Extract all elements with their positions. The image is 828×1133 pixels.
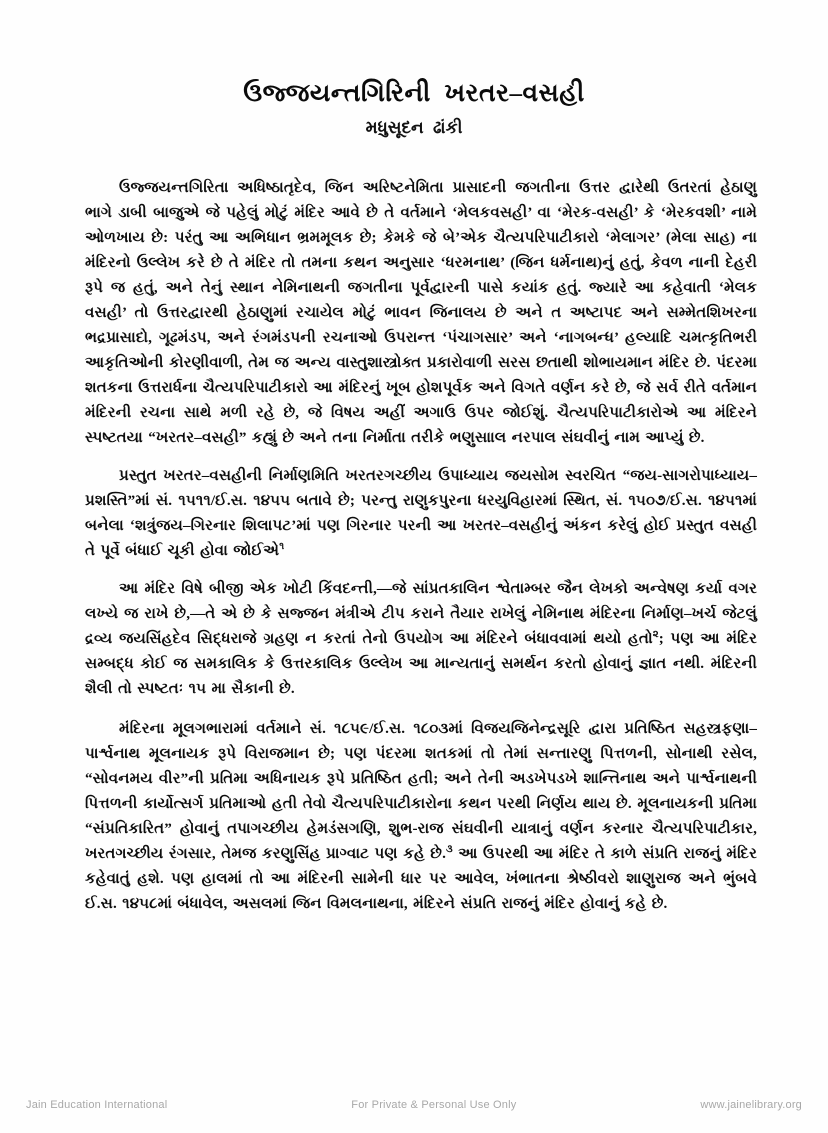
paragraph-4-text: મંદિરના મૂલગભારામાં વર્તમાને સં. ૧૮૫૯/ઈ.સ. ૧૮૦૩માં વિજયજિનેન્દ્રસૂરિ દ્વારા પ્રતિષ્ઠિત સહસ્ત્રફણા–પાર્શ્વનાથ મૂલનાયક રૂપે વિરાજમાન છે; પણ પંદરમા શતકમાં તો તેમાં સન્તારણુ પિત્તળની, સોનાથી રસેલ, “સોવનમય વીર”ની પ્રતિમા અધિનાયક રૂપે પ્રતિષ્ઠિત હતી; અને તેની અડખેપડખે શાન્તિનાથ અને પાર્શ્વનાથની પિત્તળની કાર્યોત્સર્ગ પ્રતિમાઓ હતી તેવો ચૈત્યપરિપાટીકારોના કથન પરથી નિર્ણય થાય છે. મૂલનાયકની પ્રતિમા “સંપ્રતિકારિત” હોવાનું તપાગચ્છીય હેમડંસગણિ, શુભ-રાજ સંઘવીની યાત્રાનું વર્ણન કરનાર ચૈત્યપરિપાટીકાર, ખરતગચ્છીય રંગસાર, તેમજ કરણુસિંહ પ્રાગ્વાટ પણ કહે છે. — [85, 721, 757, 862]
page-footer — [0, 1099, 828, 1111]
paragraph-3-text-after: ; પણ આ મંદિર સમ્બદ્ધ કોઈ જ સમકાલિક કે ઉત્તરકાલિક ઉલ્લેખ આ માન્યતાનું સમર્થન કરતો હોવાનું જ્ઞાત નથી. મંદિરની શૈલી તો સ્પષ્ટતઃ ૧૫ મા સૈકાની છે. — [85, 631, 758, 697]
author-subtitle: મધુસૂદન ઢાંકી — [365, 118, 463, 138]
footer-website[interactable]: www.jainelibrary.org — [700, 1099, 802, 1111]
paragraph-4 — [85, 717, 757, 917]
paragraph-4-text-after: આ ઉપરથી આ મંદિર તે કાળે સંપ્રતિ રાજનું મંદિર કહેવાતું હશે. પણ હાલમાં તો આ મંદિરની સામેની ધાર પર આવેલ, ખંભાતના શ્રેષ્ઠીવરો શાણુરાજ અને ભુંબવે ઈ.સ. ૧૪૫૮માં બંધાવેલ, અસલમાં જિન વિમલનાથના, મંદિરને સંપ્રતિ રાજનું મંદિર હોવાનું કહે છે. — [85, 846, 757, 912]
footnote-marker-3: ૩ — [445, 843, 453, 855]
article-body — [85, 176, 757, 917]
paragraph-1-text: ઉજ્જયન્તગિરિતા અધિષ્ઠાતૃદેવ, જિન અરિષ્ટનેમિતા પ્રાસાદની જગતીના ઉત્તર દ્વારેથી ઉતરતાં હેઠાણુ ભાગે ડાબી બાજુએ જે પહેલું મોટું મંદિર આવે છે તે વર્તમાને ‘મેલકવસહી’ વા ‘મેરક-વસહી’ કે ‘મેરકવશી’ નામે ઓળખાય છે: પરંતુ આ અભિધાન ભ્રમમૂલક છે; કેમકે જે બે’એક ચૈત્યપરિપાટીકારો ‘મેલાગર’ (મેલા સાહ) ના મંદિરનો ઉલ્લેખ કરે છે તે મંદિર તો તમના કથન અનુસાર ‘ધરમનાથ’ (જિન ધર્મનાથ)નું હતું, કેવળ નાની દેહરી રૂપે જ હતું, અને તેનું સ્થાન નેમિનાથની જગતીના પૂર્વદ્વારની પાસે કયાંક હતું. જ્યારે આ કહેવાતી ‘મેલક વસહી’ તો ઉત્તરદ્વારથી હેઠાણુમાં રચાયેલ મોટું ભાવન જિનાલય છે અને ત અષ્ટાપદ અને સમ્મેતશિખરના ભદ્રપ્રાસાદો, ગૂઢમંડપ, અને રંગમંડપની રચનાઓ ઉપરાન્ત ‘પંચાગસાર’ અને ‘નાગબન્ધ’ હલ્યાદિ ચમત્કૃતિભરી આકૃતિઓની કોરણીવાળી, તેમ જ અન્ય વાસ્તુશાસ્ત્રોક્ત પ્રકારોવાળી સરસ છતાથી શોભાયમાન મંદિર છે. પંદરમા શતકના ઉત્તરાર્ધના ચૈત્યપરિપાટીકારો આ મંદિરનું ખૂબ હોશપૂર્વક અને વિગતે વર્ણન કરે છે, જે સર્વ રીતે વર્તમાન મંદિરની રચના સાથે મળી રહે છે, જે વિષય અહીં અગાઉ ઉપર જોઈશું. ચૈત્યપરિપાટીકારોએ આ મંદિરને સ્પષ્ટતયા “ખરતર–વસહી” કહ્યું છે અને તના નિર્માતા તરીકે ભણુસાાલ નરપાલ સંઘવીનું નામ આપ્યું છે. — [85, 180, 757, 446]
paragraph-3-text: આ મંદિર વિષે બીજી એક ખોટી કિંવદન્તી,—જે સાંપ્રતકાલિન શ્વેતામ્બર જૈન લેખકો અન્વેષણ કર્યા વગર લખ્યે જ રાખે છે,—તે એ છે કે સજ્જન મંત્રીએ ટીપ કરાને તૈયાર રાખેલું નેમિનાથ મંદિરના નિર્માણ–ખર્ચ જેટલું દ્રવ્ય જયસિંહદેવ સિદ્ધરાજે ગ્રહણ ન કરતાં તેનો ઉપયોગ આ મંદિરને બંધાવવામાં થયો હતો — [85, 581, 757, 647]
footnote-marker-1: ૧ — [279, 540, 285, 552]
paragraph-3 — [85, 577, 757, 702]
paragraph-1 — [85, 176, 757, 451]
footer-usage-notice: For Private & Personal Use Only — [351, 1099, 517, 1111]
page-title: ઉજ્જયન્તગિરિની ખરતર–વસહી — [243, 80, 585, 107]
paragraph-2 — [85, 464, 757, 564]
footnote-marker-2: ૨ — [652, 628, 659, 640]
title-block — [0, 78, 828, 139]
paragraph-2-text: પ્રસ્તુત ખરતર–વસહીની નિર્માણમિતિ ખરતરગચ્છીય ઉપાધ્યાય જયસોમ સ્વરચિત “જય-સાગરોપાધ્યાય–પ્રશસ્તિ”માં સં. ૧૫૧૧/ઈ.સ. ૧૪૫૫ બતાવે છે; પરન્તુ રાણુકપુરના ધરયુવિહારમાં સ્થિત, સં. ૧૫૦૭/ઈ.સ. ૧૪૫૧માં બનેલા ‘શત્રુંજય–ગિરનાર શિલાપટ’માં પણ ગિરનાર પરની આ ખરતર–વસહીનું અંકન કરેલું હોઈ પ્રસ્તુત વસહી તે પૂર્વે બંધાઈ ચૂકી હોવા જોઈએ — [85, 468, 757, 559]
footer-organization: Jain Education International — [26, 1099, 168, 1111]
